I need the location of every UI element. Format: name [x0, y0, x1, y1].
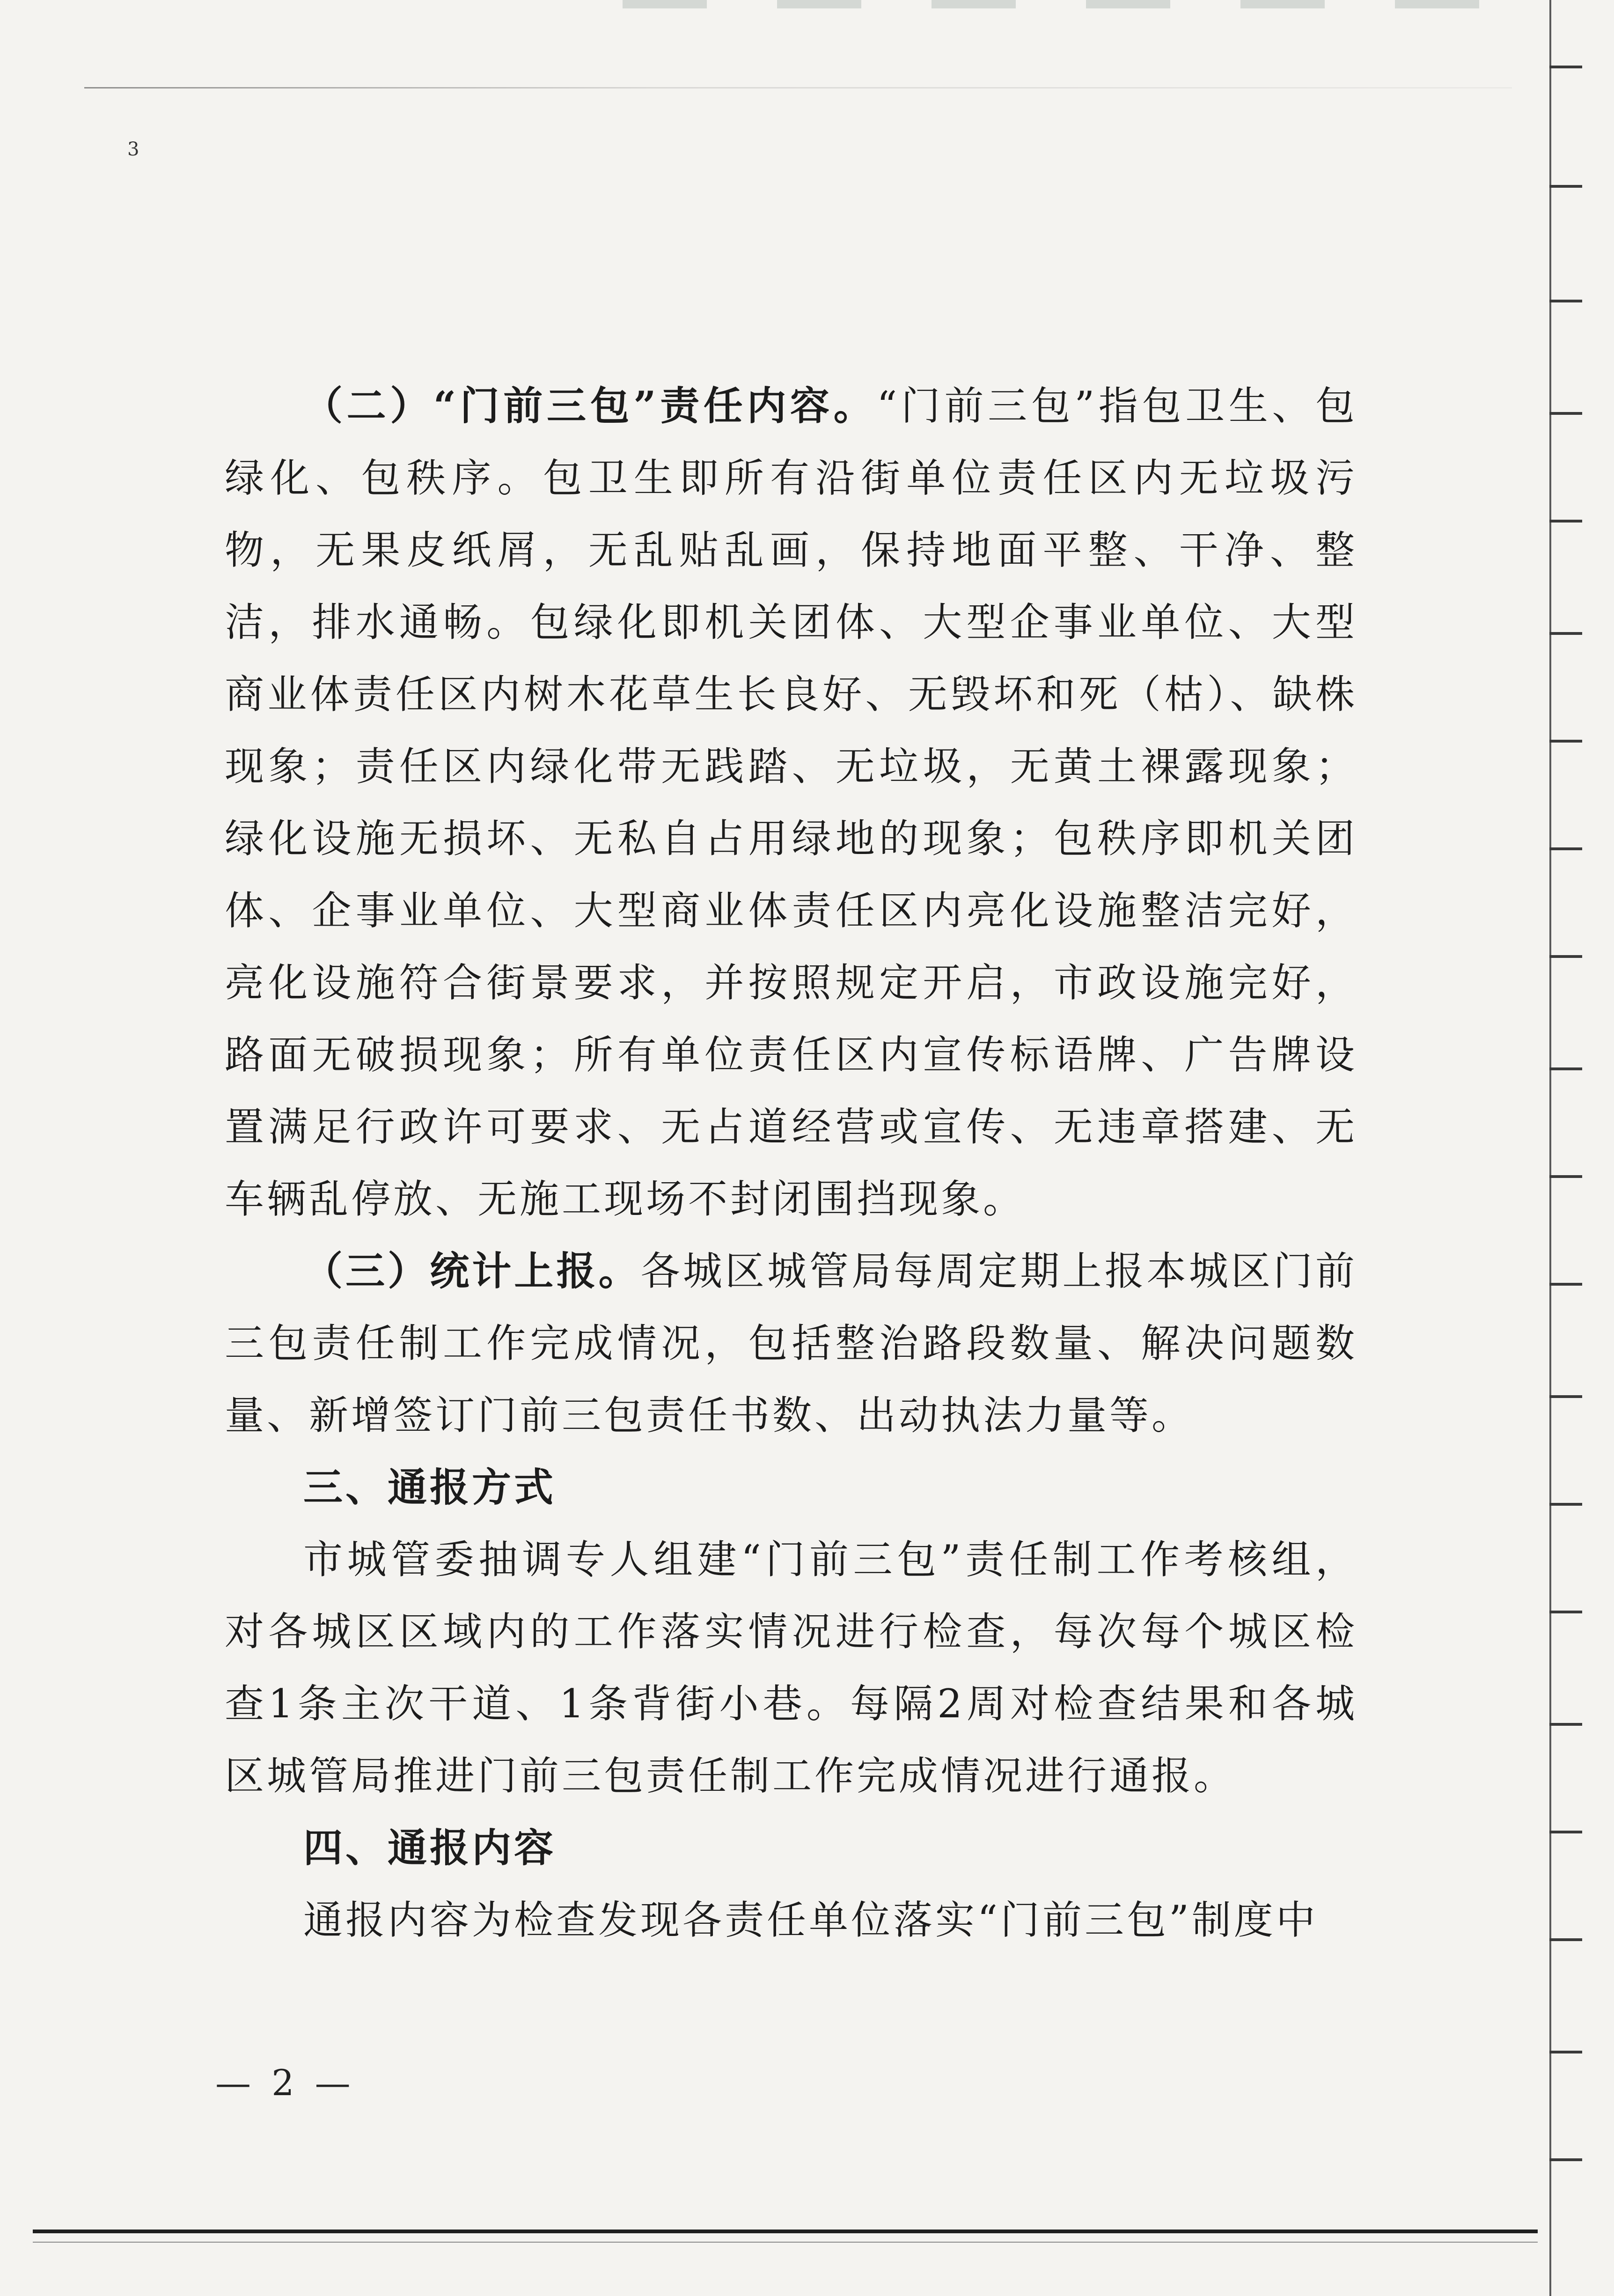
section-3-body: 各城区城管局每周定期上报本城区门前三包责任制工作完成情况，包括整治路段数量、解决问题数量、新增签订门前三包责任书数、出动执法力量等。	[225, 1248, 1357, 1438]
bottom-rule	[33, 2230, 1538, 2233]
binding-tick	[1549, 1283, 1582, 1286]
binding-line	[1549, 0, 1551, 2296]
section-3-paragraph	[225, 1235, 1357, 1451]
binding-tick	[1549, 955, 1582, 958]
binding-tick	[1549, 847, 1582, 850]
heading-3: 三、通报方式	[303, 1464, 557, 1510]
binding-tick	[1549, 185, 1582, 188]
binding-tick	[1549, 1831, 1582, 1833]
binding-tick	[1549, 1723, 1582, 1726]
binding-tick	[1549, 632, 1582, 635]
notification-content-paragraph: 通报内容为检查发现各责任单位落实“门前三包”制度中	[303, 1897, 1318, 1943]
bottom-rule-thin	[33, 2242, 1538, 2243]
binding-tick	[1549, 520, 1582, 522]
binding-tick	[1549, 1503, 1582, 1506]
binding-tick	[1549, 300, 1582, 302]
binding-tick	[1549, 1395, 1582, 1398]
binding-edge	[1540, 0, 1614, 2296]
corner-mark: 3	[127, 139, 139, 160]
binding-tick	[1549, 1175, 1582, 1178]
binding-tick	[1549, 1938, 1582, 1941]
scan-smudge	[623, 0, 1549, 8]
section-2-paragraph	[225, 370, 1357, 1235]
binding-tick	[1549, 412, 1582, 415]
heading-4: 四、通报内容	[303, 1825, 557, 1871]
binding-tick	[1549, 1067, 1582, 1070]
notification-method-paragraph: 市城管委抽调专人组建“门前三包”责任制工作考核组，对各城区区域内的工作落实情况进行检查，每次每个城区检查1条主次干道、1条背街小巷。每隔2周对检查结果和各城区城管局推进门前三包责任制工作完成情况进行通报。	[225, 1537, 1357, 1799]
document-body	[225, 370, 1357, 1956]
binding-tick	[1549, 740, 1582, 743]
top-rule	[84, 87, 1512, 88]
section-3-label: （三）统计上报。	[303, 1248, 641, 1294]
binding-tick	[1549, 2158, 1582, 2161]
binding-tick	[1549, 1611, 1582, 1613]
binding-tick	[1549, 66, 1582, 68]
page-number: — 2 —	[215, 2062, 355, 2104]
section-2-label: （二）“门前三包”责任内容。	[303, 383, 877, 429]
binding-tick	[1549, 2051, 1582, 2053]
section-2-body: “门前三包”指包卫生、包绿化、包秩序。包卫生即所有沿街单位责任区内无垃圾污物，无果皮纸屑，无乱贴乱画，保持地面平整、干净、整洁，排水通畅。包绿化即机关团体、大型企事业单位、大型商业体责任区内树木花草生长良好、无毁坏和死（枯）、缺株现象；责任区内绿化带无践踏、无垃圾，无黄土裸露现象；绿化设施无损坏、无私自占用绿地的现象；包秩序即机关团体、企事业单位、大型商业体责任区内亮化设施整洁完好，亮化设施符合街景要求，并按照规定开启，市政设施完好，路面无破损现象；所有单位责任区内宣传标语牌、广告牌设置满足行政许可要求、无占道经营或宣传、无违章搭建、无车辆乱停放、无施工现场不封闭围挡现象。	[225, 383, 1357, 1222]
